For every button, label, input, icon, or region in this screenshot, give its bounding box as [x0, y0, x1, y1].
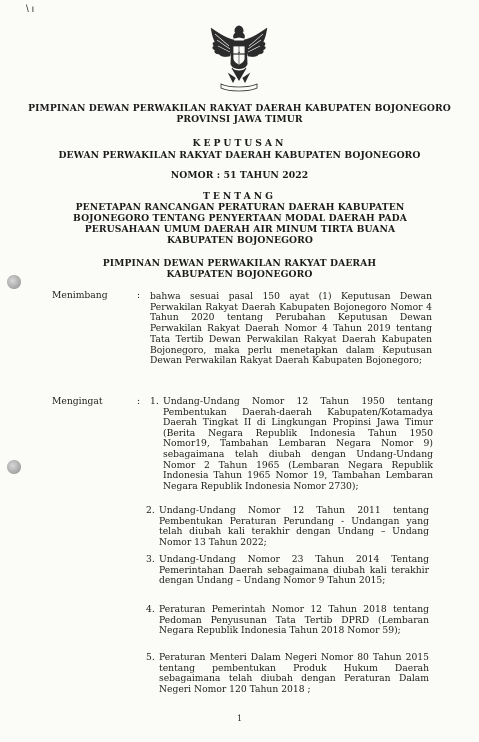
- punch-hole-icon: [7, 460, 21, 474]
- mengingat-colon: :: [137, 396, 141, 407]
- item-number: 5.: [146, 652, 155, 663]
- item-number: 1.: [150, 396, 159, 407]
- tentang-heading: TENTANG: [203, 191, 276, 202]
- menimbang-label: Menimbang: [52, 290, 108, 301]
- mengingat-label: Mengingat: [52, 396, 103, 407]
- decree-number: NOMOR : 51 TAHUN 2022: [170, 170, 309, 181]
- signatory-subtitle: KABUPATEN BOJONEGORO: [166, 269, 313, 280]
- menimbang-colon: :: [137, 290, 141, 301]
- item-text: Peraturan Pemerintah Nomor 12 Tahun 2018 tentang Pedoman Penyusunan Tata Tertib DPRD (Lembaran Negara Republik Indonesia Tahun 2018 Nomor 59);: [159, 604, 429, 637]
- signatory-title: PIMPINAN DEWAN PERWAKILAN RAKYAT DAERAH: [102, 258, 377, 269]
- menimbang-text: bahwa sesuai pasal 150 ayat (1) Keputusan Dewan Perwakilan Rakyat Daerah Kabupaten Bojonegoro Nomor 4 Tahun 2020 tentang Perubahan Keputusan Dewan Perwakilan Rakyat Daerah Nomor 4 Tahun 2019 tentang Tata Tertib Dewan Perwakilan Rakyat Daerah Kabupaten Bojonegoro, maka perlu menetapkan dalam Keputusan Dewan Perwakilan Rakyat Daerah Kabupaten Bojonegoro;: [150, 291, 432, 367]
- document-type: KEPUTUSAN: [192, 138, 287, 149]
- item-number: 2.: [146, 505, 155, 516]
- item-text: Undang-Undang Nomor 12 Tahun 1950 tentang Pembentukan Daerah-daerah Kabupaten/Kotamadya Daerah Tingkat II di Lingkungan Propinsi Jawa Timur (Berita Negara Republik Indonesia Tahun 1950 Nomor19, Tambahan Lembaran Negara Nomor 9) sebagaimana telah diubah dengan Undang-Undang Nomor 2 Tahun 1965 (Lembaran Negara Republik Indonesia Tahun 1965 Nomor 19, Tambahan Lembaran Negara Republik Indonesia Nomor 2730);: [163, 396, 433, 492]
- item-text: Peraturan Menteri Dalam Negeri Nomor 80 Tahun 2015 tentang pembentukan Produk Hukum Daerah sebagaimana telah diubah dengan Peraturan Dalam Negeri Nomor 120 Tahun 2018 ;: [159, 652, 429, 695]
- page-number: 1: [236, 714, 243, 723]
- issuer-title: DEWAN PERWAKILAN RAKYAT DAERAH KABUPATEN BOJONEGORO: [58, 150, 421, 161]
- scan-mark: \ ı: [26, 4, 35, 15]
- institution-title: PIMPINAN DEWAN PERWAKILAN RAKYAT DAERAH KABUPATEN BOJONEGORO: [28, 103, 451, 114]
- item-text: Undang-Undang Nomor 23 Tahun 2014 Tentang Pemerintahan Daerah sebagaimana diubah kali terakhir dengan Undang – Undang Nomor 9 Tahun 2015;: [159, 554, 429, 587]
- item-number: 3.: [146, 554, 155, 565]
- item-text: Undang-Undang Nomor 12 Tahun 2011 tentang Pembentukan Peraturan Perundang - Undangan yang telah diubah kali terakhir dengan Undang – Undang Nomor 13 Tahun 2022;: [159, 505, 429, 548]
- province-title: PROVINSI JAWA TIMUR: [176, 114, 303, 125]
- decree-subject: PENETAPAN RANCANGAN PERATURAN DAERAH KABUPATEN BOJONEGORO TENTANG PENYERTAAN MODAL DAERAH PADA PERUSAHAAN UMUM DAERAH AIR MINUM TIRTA BUANA KABUPATEN BOJONEGORO: [73, 202, 407, 246]
- garuda-emblem-icon: [207, 24, 271, 92]
- item-number: 4.: [146, 604, 155, 615]
